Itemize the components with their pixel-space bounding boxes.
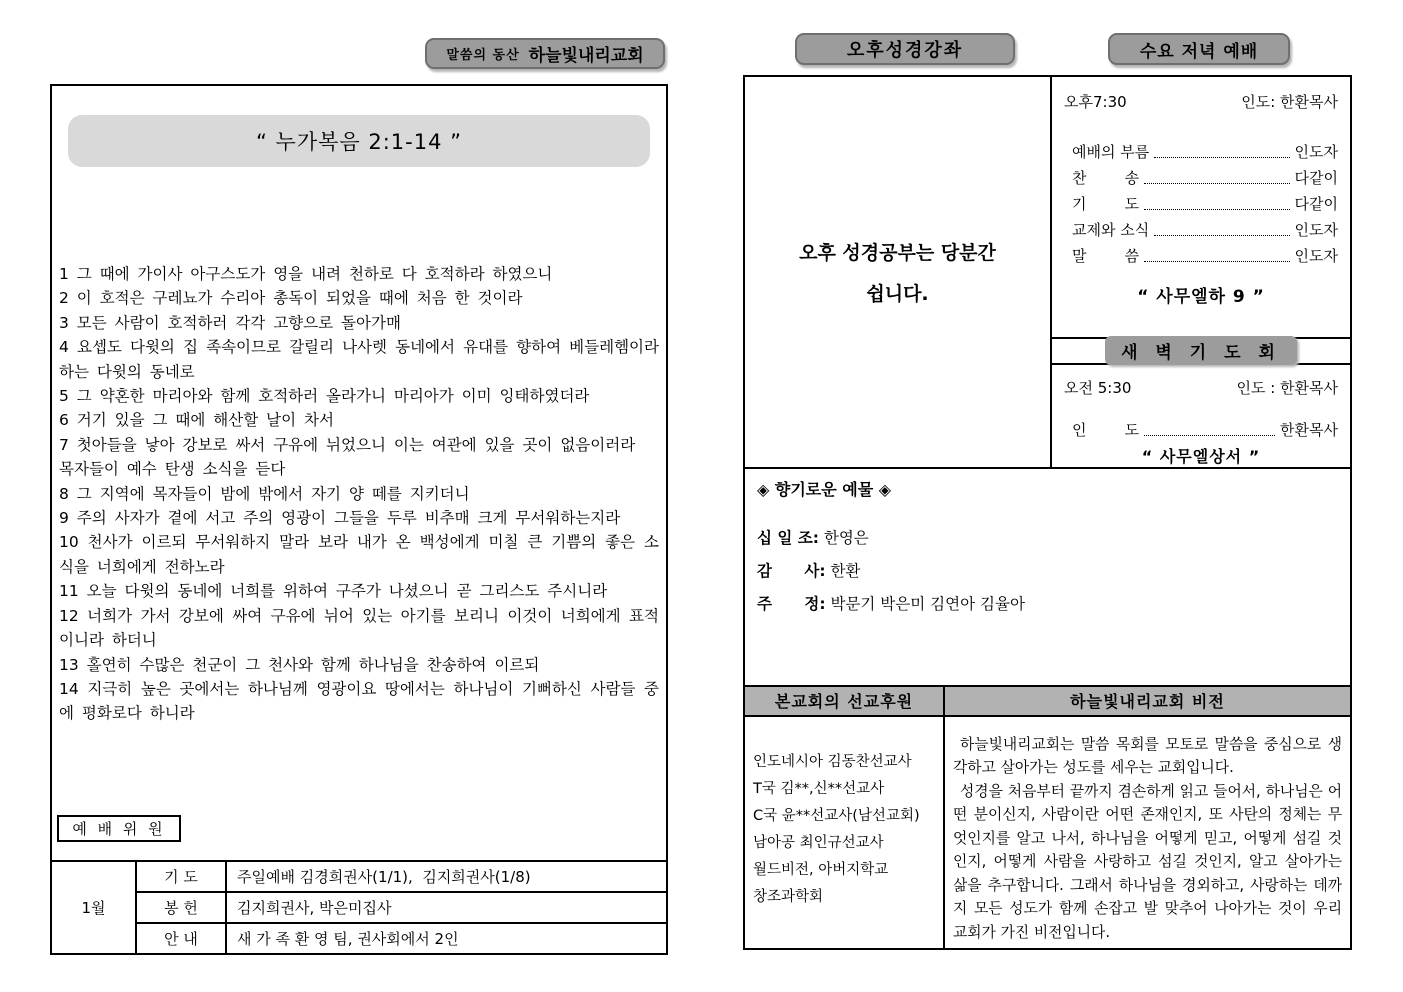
verse-line: 7 첫아들을 낳아 강보로 싸서 구유에 뉘었으니 이는 여관에 있을 곳이 없음이러라 xyxy=(59,435,636,454)
list-item: 창조과학회 xyxy=(753,888,824,905)
offering-label: 주 정: xyxy=(757,595,826,613)
dotted-leader xyxy=(1144,423,1275,436)
section-subtitle: 목자들이 예수 탄생 소식을 듣다 xyxy=(59,460,286,479)
dawn-time: 오전 5:30 xyxy=(1064,379,1132,397)
top-section xyxy=(745,77,1350,469)
order-value: 인도자 xyxy=(1294,246,1338,265)
dotted-leader xyxy=(1154,145,1289,158)
church-vision-text xyxy=(945,717,1350,949)
mission-support-list xyxy=(745,717,945,949)
afternoon-bible-class-badge: 오후성경강좌 xyxy=(795,33,1015,65)
worship-leader: 인도: 한환목사 xyxy=(1241,93,1338,111)
scripture-passage-title: “ 누가복음 2:1-14 ” xyxy=(68,115,650,167)
offering-item xyxy=(757,526,1338,548)
vision-paragraph: 성경을 처음부터 끝까지 겸손하게 읽고 들어서, 하나님은 어떤 분이신지, 사람이란 어떤 존재인지, 또 사탄의 정체는 무엇인지를 알고 나서, 하나님을 어떻게 믿고, 어떻게 섬길 것인지, 어떻게 사람을 사랑하고 섬길 것인지, 알고 살아가는 삶을 추구합니다. 그래서 하나님을 경외하고, 사랑하는 데까지 모든 성도가 함께 손잡고 발 맞추어 나아가는 것이 우리 교회가 가진 비전입니다. xyxy=(953,782,1342,941)
worship-committee-label: 예 배 위 원 xyxy=(57,815,181,842)
list-item: T국 김**,신**선교사 xyxy=(753,780,885,797)
wednesday-worship-order xyxy=(1052,77,1350,337)
worship-committee-table xyxy=(50,860,668,955)
dotted-leader xyxy=(1154,223,1289,236)
worship-order-item xyxy=(1064,242,1338,268)
offering-value: 박문기 박은미 김연아 김율아 xyxy=(825,595,1025,613)
scripture-text-block xyxy=(59,262,659,726)
verse-line: 9 주의 사자가 곁에 서고 주의 영광이 그들을 두루 비추매 크게 무서워하는지라 xyxy=(59,509,621,528)
month-cell: 1월 xyxy=(51,861,136,954)
order-value: 인도자 xyxy=(1294,142,1338,161)
verse-line: 5 그 약혼한 마리아와 함께 호적하러 올라가니 마리아가 이미 잉태하였더라 xyxy=(59,387,590,406)
dotted-leader xyxy=(1144,171,1289,184)
order-value: 다같이 xyxy=(1294,194,1338,213)
offering-value: 한환 xyxy=(825,562,861,580)
worship-order-item xyxy=(1064,138,1338,164)
wednesday-scripture-ref: “ 사무엘하 9 ” xyxy=(1137,287,1265,307)
order-label: 인 도 xyxy=(1072,420,1140,439)
dawn-prayer-header-row xyxy=(1052,337,1350,365)
vision-paragraph: 하늘빛내리교회는 말씀 목회를 모토로 말씀을 중심으로 생각하고 살아가는 성도를 세우는 교회입니다. xyxy=(953,735,1342,776)
dawn-scripture-ref: “ 사무엘상서 ” xyxy=(1141,447,1261,466)
list-item: 남아공 최인규선교사 xyxy=(753,834,884,851)
worship-order-item xyxy=(1064,164,1338,190)
order-label: 기 도 xyxy=(1072,194,1140,213)
order-value: 인도자 xyxy=(1294,220,1338,239)
right-page-frame xyxy=(743,75,1352,950)
worship-order-item xyxy=(1064,190,1338,216)
left-page-frame xyxy=(50,84,668,955)
worship-time: 오후7:30 xyxy=(1064,93,1127,111)
verse-line: 3 모든 사람이 호적하러 각각 고향으로 돌아가매 xyxy=(59,313,401,332)
verse-line: 8 그 지역에 목자들이 밤에 밖에서 자기 양 떼를 지키더니 xyxy=(59,484,470,503)
order-label: 말 씀 xyxy=(1072,246,1140,265)
wednesday-evening-worship-badge: 수요 저녁 예배 xyxy=(1108,33,1290,65)
notice-line: 오후 성경공부는 당분간 xyxy=(799,242,996,264)
dawn-prayer-order xyxy=(1052,365,1350,467)
dawn-order-item xyxy=(1064,416,1338,442)
value-cell: 새 가 족 환 영 팀, 권사회에서 2인 xyxy=(226,923,667,954)
offering-item xyxy=(757,559,1338,581)
vision-header-cell: 하늘빛내리교회 비전 xyxy=(945,687,1350,715)
order-label: 교제와 소식 xyxy=(1072,220,1150,239)
table-row xyxy=(51,892,667,923)
offering-label: 감 사: xyxy=(757,562,826,580)
role-cell: 봉 헌 xyxy=(136,892,226,923)
mission-header-cell: 본교회의 선교후원 xyxy=(745,687,945,715)
afternoon-class-notice xyxy=(745,77,1052,467)
table-row xyxy=(51,923,667,954)
church-badge-name: 하늘빛내리교회 xyxy=(528,46,644,66)
verse-line: 12 너희가 가서 강보에 싸여 구유에 뉘어 있는 아기를 보리니 이것이 너희에게 표적이니라 하더니 xyxy=(59,606,659,650)
value-cell: 김지희권사, 박은미집사 xyxy=(226,892,667,923)
offering-label: 십 일 조: xyxy=(757,529,819,547)
dotted-leader xyxy=(1144,249,1289,262)
verse-line: 2 이 호적은 구레뇨가 수리아 총독이 되었을 때에 처음 한 것이라 xyxy=(59,289,523,308)
order-value: 한환목사 xyxy=(1280,420,1338,439)
verse-line: 1 그 때에 가이사 아구스도가 영을 내려 천하로 다 호적하라 하였으니 xyxy=(59,265,553,283)
offering-value: 한영은 xyxy=(818,529,869,547)
worship-time-row xyxy=(1064,91,1338,112)
table-header-row xyxy=(745,687,1350,717)
table-body-row xyxy=(745,717,1350,949)
offering-item xyxy=(757,592,1338,614)
list-item: 인도네시아 김동찬선교사 xyxy=(753,753,912,770)
worship-order-item xyxy=(1064,216,1338,242)
dawn-prayer-badge: 새 벽 기 도 회 xyxy=(1105,336,1297,365)
verse-line: 6 거기 있을 그 때에 해산할 날이 차서 xyxy=(59,411,334,430)
church-badge-prefix: 말씀의 동산 xyxy=(446,48,520,63)
order-label: 찬 송 xyxy=(1072,168,1140,187)
offerings-section xyxy=(745,469,1350,687)
worship-order-column xyxy=(1052,77,1350,467)
church-name-badge xyxy=(425,38,665,69)
list-item: 월드비전, 아버지학교 xyxy=(753,861,889,878)
verse-line: 10 천사가 이르되 무서워하지 말라 보라 내가 온 백성에게 미칠 큰 기쁨의 좋은 소식을 너희에게 전하노라 xyxy=(59,533,659,576)
value-cell: 주일예배 김경희권사(1/1), 김지희권사(1/8) xyxy=(226,861,667,892)
order-label: 예배의 부름 xyxy=(1072,142,1150,161)
verse-line: 13 홀연히 수많은 천군이 그 천사와 함께 하나님을 찬송하여 이르되 xyxy=(59,655,540,674)
list-item: C국 윤**선교사(남선교회) xyxy=(753,807,920,824)
role-cell: 안 내 xyxy=(136,923,226,954)
verse-line: 4 요셉도 다윗의 집 족속이므로 갈릴리 나사렛 동네에서 유대를 향하여 베들레헴이라 하는 다윗의 동네로 xyxy=(59,338,659,381)
role-cell: 기 도 xyxy=(136,861,226,892)
order-value: 다같이 xyxy=(1294,168,1338,187)
mission-vision-table xyxy=(745,687,1350,949)
dotted-leader xyxy=(1144,197,1289,210)
dawn-leader: 인도 : 한환목사 xyxy=(1236,379,1338,397)
table-row xyxy=(51,861,667,892)
offerings-header: ◈ 향기로운 예물 ◈ xyxy=(757,480,892,499)
verse-line: 14 지극히 높은 곳에서는 하나님께 영광이요 땅에서는 하나님이 기뻐하신 사람들 중에 평화로다 하니라 xyxy=(59,679,659,723)
verse-line: 11 오늘 다윗의 동네에 너희를 위하여 구주가 나셨으니 곧 그리스도 주시니라 xyxy=(59,582,608,601)
notice-line: 쉽니다. xyxy=(866,283,929,305)
dawn-time-row xyxy=(1064,377,1338,398)
